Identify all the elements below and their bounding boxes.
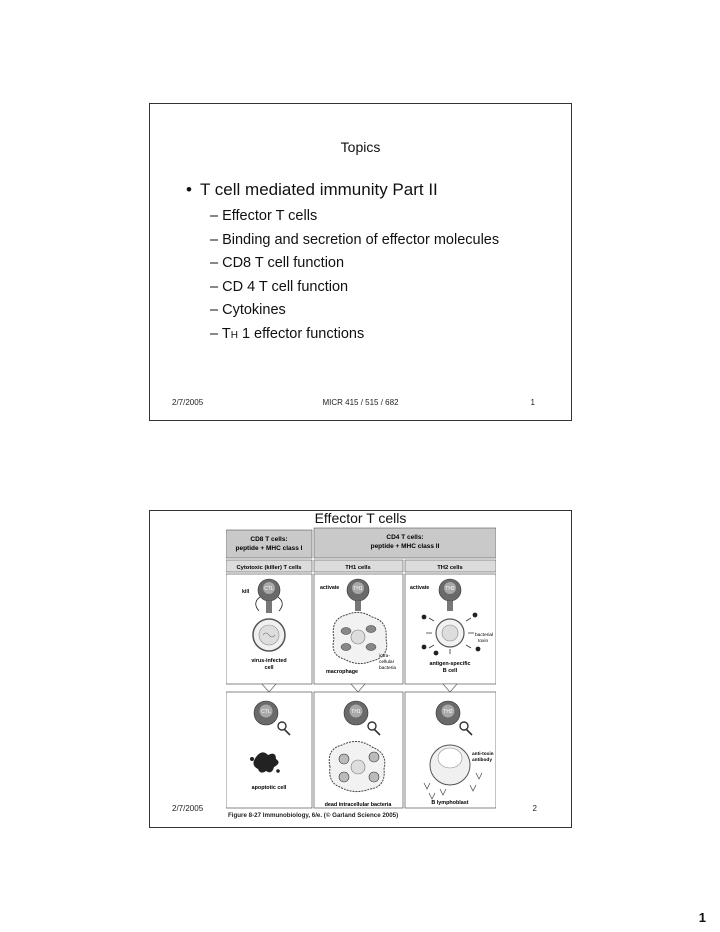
sub-bullet: – Binding and secretion of effector molecules — [210, 231, 500, 248]
label-activate-th1: activate — [320, 585, 340, 591]
svg-text:bacterial: bacterial — [475, 633, 494, 638]
sub-bullet: – TH 1 effector functions — [210, 325, 365, 342]
svg-text:virus-infected: virus-infected — [251, 658, 287, 664]
slide-title: Effector T cells — [314, 510, 407, 526]
slide-1 — [149, 103, 572, 421]
footer-slide-number: 1 — [530, 398, 535, 407]
svg-text:CTL: CTL — [264, 586, 274, 592]
label-kill: kill — [242, 589, 250, 595]
label-activate-th2: activate — [410, 585, 430, 591]
label-apoptotic: apoptotic cell — [251, 785, 287, 791]
col-cytotoxic: Cytotoxic (killer) T cells — [236, 565, 302, 571]
sub-bullet: – CD 4 T cell function — [210, 278, 349, 295]
sub-bullet: – Cytokines — [210, 302, 286, 319]
svg-text:cell: cell — [264, 665, 274, 671]
svg-text:anti-toxin: anti-toxin — [472, 752, 494, 757]
col-th2: TH2 cells — [437, 565, 463, 571]
svg-text:intra-: intra- — [379, 654, 390, 659]
svg-text:CTL: CTL — [261, 709, 271, 715]
sub-bullet: – CD8 T cell function — [210, 255, 345, 272]
svg-text:TH2: TH2 — [445, 586, 455, 592]
footer-date: 2/7/2005 — [172, 398, 204, 407]
svg-text:TH1: TH1 — [351, 709, 361, 715]
col-th1: TH1 cells — [345, 565, 371, 571]
svg-text:CD8 T cells:: CD8 T cells: — [250, 536, 288, 543]
bullet-text: T cell mediated immunity Part II — [200, 180, 438, 199]
svg-text:TH2: TH2 — [443, 709, 453, 715]
header-cd8 — [226, 530, 312, 558]
page-number: 1 — [698, 910, 706, 925]
svg-text:antibody: antibody — [472, 758, 492, 763]
sub-bullet-list — [210, 206, 499, 348]
svg-text:CD4 T cells:: CD4 T cells: — [386, 534, 424, 541]
label-b-lymphoblast: B lymphoblast — [431, 800, 469, 806]
slide-2 — [149, 510, 572, 828]
figure-caption: Figure 8-27 Immunobiology, 6/e. (© Garland Science 2005) — [228, 812, 399, 819]
footer-course: MICR 415 / 515 / 682 — [322, 398, 399, 407]
svg-text:bacteria: bacteria — [379, 666, 397, 671]
bullet-dot: • — [186, 180, 192, 199]
effector-t-cells-figure — [226, 527, 496, 811]
svg-text:TH1: TH1 — [353, 586, 363, 592]
label-dead-bacteria: dead intracellular bacteria — [324, 802, 392, 808]
svg-text:cellular: cellular — [379, 660, 395, 665]
main-bullet — [186, 180, 438, 200]
svg-text:peptide + MHC class II: peptide + MHC class II — [370, 543, 440, 550]
svg-text:peptide + MHC class I: peptide + MHC class I — [235, 545, 303, 552]
label-macrophage: macrophage — [325, 669, 359, 675]
footer-slide-number: 2 — [532, 804, 537, 813]
apoptotic-cell — [253, 752, 278, 772]
svg-text:antigen-specific: antigen-specific — [429, 661, 471, 667]
footer-date: 2/7/2005 — [172, 804, 204, 813]
sub-bullet: – Effector T cells — [210, 208, 318, 224]
svg-text:toxin: toxin — [478, 639, 489, 644]
slide-title: Topics — [340, 139, 381, 155]
svg-text:B cell: B cell — [442, 668, 458, 674]
figure-svg — [226, 527, 496, 811]
